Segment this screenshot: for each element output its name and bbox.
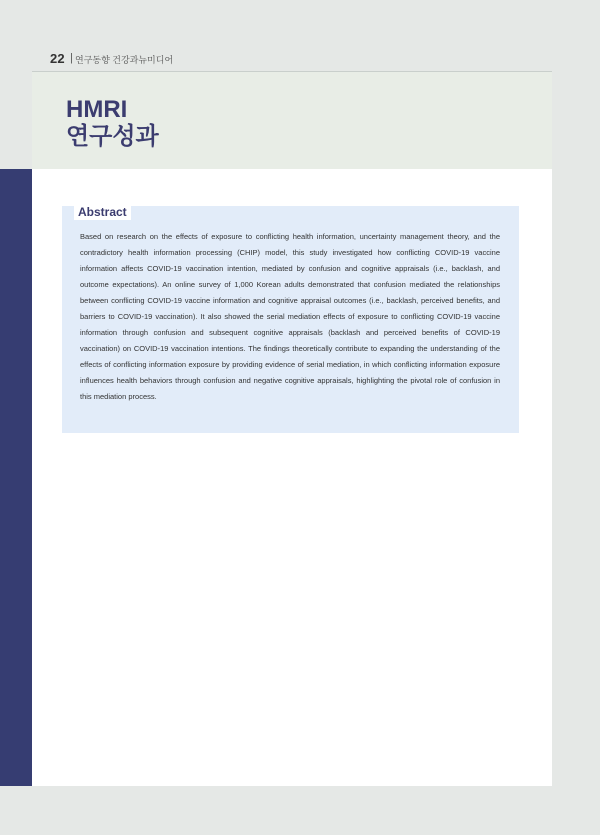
abstract-body: Based on research on the effects of exposure to conflicting health information, uncertainty management theory, and the contradictory health information processing (CHIP) model, this study investigated how conflicting COVID-19 vaccine information affects COVID-19 vaccination intention, mediated by confusion and cognitive appraisals (i.e., backlash, and outcome expectations). An online survey of 1,000 Korean adults demonstrated that confusion mediated the relationships between conflicting COVID-19 vaccine information and cognitive appraisal outcomes (i.e., backlash, perceived benefits, and barriers to COVID-19 vaccination). It also showed the serial mediation effects of exposure to conflicting COVID-19 vaccine information through confusion and subsequent cognitive appraisals (backlash and perceived benefits of COVID-19 vaccination) on COVID-19 vaccination intentions. The findings theoretically contribute to expanding the understanding of the effects of conflicting information exposure by providing evidence of serial mediation, in which conflicting information exposure influences health behaviors through confusion and negative cognitive appraisals, highlighting the pivotal role of confusion in this mediation process. <box>80 232 500 401</box>
left-accent-bar <box>0 169 32 786</box>
section-subtitle: 연구동향 건강과뉴미디어 <box>75 55 174 65</box>
page-header <box>0 0 600 43</box>
header-separator: | <box>70 52 73 64</box>
page-number: 22 <box>50 51 65 66</box>
abstract-heading: Abstract <box>74 204 131 220</box>
page-title-line2: 연구성과 <box>66 123 159 150</box>
page-title-line1: HMRI <box>66 96 128 123</box>
